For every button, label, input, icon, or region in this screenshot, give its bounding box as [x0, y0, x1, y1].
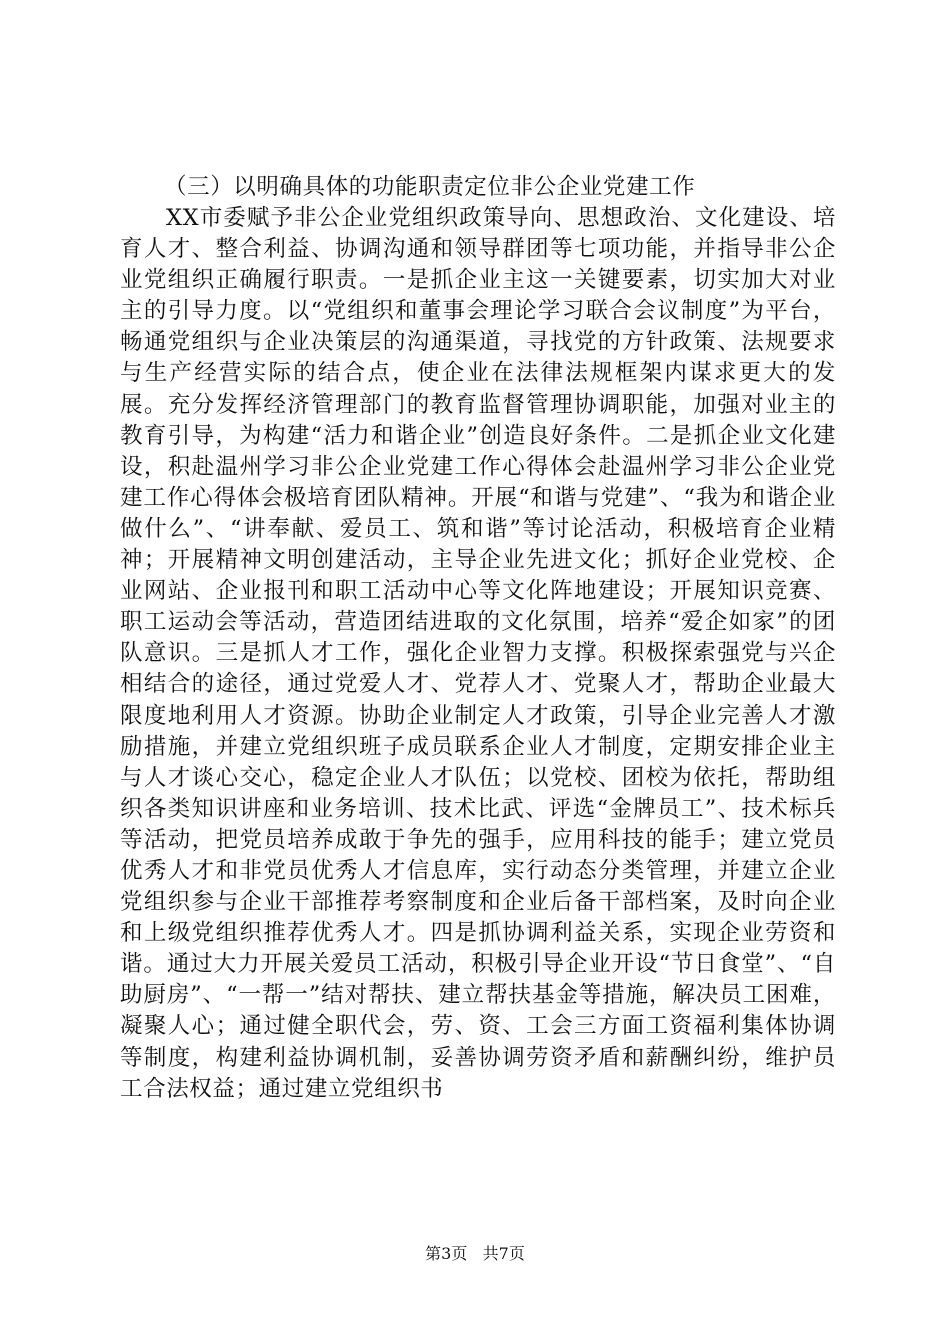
- body-paragraph: XX市委赋予非公企业党组织政策导向、思想政治、文化建设、培育人才、整合利益、协调沟通和领导群团等七项功能，并指导非公企业党组织正确履行职责。一是抓企业主这一关键要素，切实加大对业主的引导力度。以“党组织和董事会理论学习联合会议制度”为平台，畅通党组织与企业决策层的沟通渠道，寻找党的方针政策、法规要求与生产经营实际的结合点，使企业在法律法规框架内谋求更大的发展。充分发挥经济管理部门的教育监督管理协调职能，加强对业主的教育引导，为构建“活力和谐企业”创造良好条件。二是抓企业文化建设，积赴温州学习非公企业党建工作心得体会赴温州学习非公企业党建工作心得体会极培育团队精神。开展“和谐与党建”、“我为和谐企业做什么”、“讲奉献、爱员工、筑和谐”等讨论活动，积极培育企业精神；开展精神文明创建活动，主导企业先进文化；抓好企业党校、企业网站、企业报刊和职工活动中心等文化阵地建设；开展知识竞赛、职工运动会等活动，营造团结进取的文化氛围，培养“爱企如家”的团队意识。三是抓人才工作，强化企业智力支撑。积极探索强党与兴企相结合的途径，通过党爱人才、党荐人才、党聚人才，帮助企业最大限度地利用人才资源。协助企业制定人才政策，引导企业完善人才激励措施，并建立党组织班子成员联系企业人才制度，定期安排企业主与人才谈心交心，稳定企业人才队伍；以党校、团校为依托，帮助组织各类知识讲座和业务培训、技术比武、评选“金牌员工”、技术标兵等活动，把党员培养成敢于争先的强手，应用科技的能手；建立党员优秀人才和非党员优秀人才信息库，实行动态分类管理，并建立企业党组织参与企业干部推荐考察制度和企业后备干部档案，及时向企业和上级党组织推荐优秀人才。四是抓协调利益关系，实现企业劳资和谐。通过大力开展关爱员工活动，积极引导企业开设“节日食堂”、“自助厨房”、“一帮一”结对帮扶、建立帮扶基金等措施，解决员工困难，凝聚人心；通过健全职代会，劳、资、工会三方面工资福利集体协调等制度，构建利益协调机制，妥善协调劳资矛盾和薪酬纠纷，维护员工合法权益；通过建立党组织书: [120, 205, 836, 1102]
- page-number: 第3页: [425, 1244, 468, 1263]
- total-pages: 共7页: [482, 1244, 525, 1263]
- footer-spacer: [472, 1244, 477, 1263]
- section-heading: （三）以明确具体的功能职责定位非公企业党建工作: [164, 174, 696, 200]
- page-footer: [0, 1243, 950, 1265]
